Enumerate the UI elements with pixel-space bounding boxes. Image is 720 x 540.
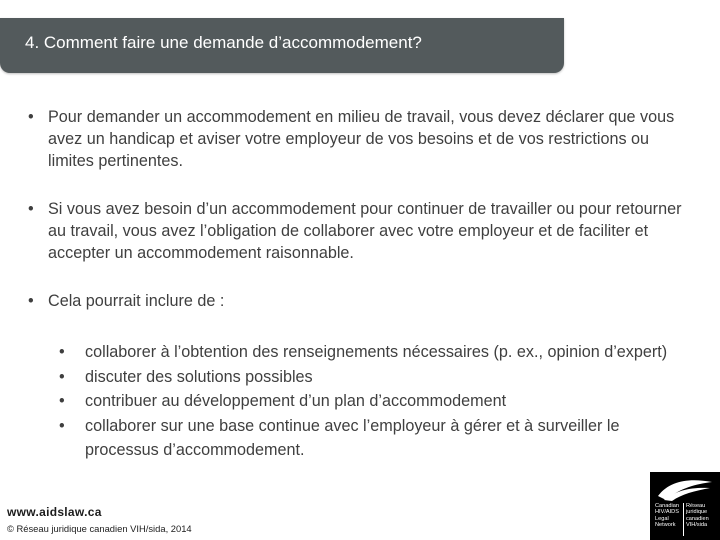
organization-logo	[650, 472, 720, 540]
bullet-text: Cela pourrait inclure de :	[48, 292, 225, 310]
logo-divider	[683, 503, 684, 536]
bullet-glyph: •	[59, 343, 65, 361]
bullet-item	[28, 106, 698, 172]
slide-title: 4. Comment faire une demande d’accommodement?	[25, 33, 422, 52]
bullet-item	[28, 290, 698, 312]
logo-line: VIH/sida	[686, 522, 708, 529]
logo-line: canadien	[686, 515, 709, 522]
sub-bullet-text: collaborer à l’obtention des renseignements nécessaires (p. ex., opinion d’expert)	[85, 343, 668, 361]
logo-line: HIV/AIDS	[655, 509, 679, 516]
sub-bullet-item	[59, 365, 679, 390]
bullet-glyph: •	[28, 200, 34, 218]
logo-line: juridique	[686, 509, 708, 516]
bullet-glyph: •	[28, 108, 34, 126]
logo-line: Network	[655, 522, 676, 529]
sub-bullet-list	[59, 340, 679, 463]
sub-bullet-text: collaborer sur une base continue avec l’employeur à gérer et à surveiller le processus d’accommodement.	[85, 416, 620, 459]
bullet-item	[28, 198, 698, 264]
footer-website-link[interactable]: www.aidslaw.ca	[7, 505, 102, 519]
logo-line: Legal	[655, 515, 669, 522]
sub-bullet-text: contribuer au développement d’un plan d’accommodement	[85, 392, 507, 410]
sub-bullet-item	[59, 414, 679, 463]
bullet-glyph: •	[59, 367, 65, 386]
ribbon-swoosh-icon	[656, 476, 714, 502]
bullet-text: Si vous avez besoin d’un accommodement pour continuer de travailler ou pour retourner au travail, vous avez l’obligation de collaborer avec votre employeur et de faciliter et accepter un accommodement raisonnable.	[48, 200, 682, 262]
sub-bullet-text: discuter des solutions possibles	[85, 367, 313, 386]
title-bar	[0, 18, 564, 73]
logo-text-french	[686, 503, 709, 529]
bullet-glyph: •	[28, 292, 34, 310]
logo-line: Réseau	[686, 503, 706, 509]
sub-bullet-item	[59, 389, 679, 414]
logo-text-english	[655, 503, 679, 529]
bullet-text: Pour demander un accommodement en milieu de travail, vous devez déclarer que vous avez un handicap et aviser votre employeur de vos besoins et de vos restrictions ou limites pertinentes.	[48, 108, 675, 170]
bullet-list	[28, 106, 698, 463]
bullet-glyph: •	[59, 392, 65, 410]
logo-line: Canadian	[655, 503, 679, 509]
bullet-glyph: •	[59, 416, 65, 435]
sub-bullet-item	[59, 340, 679, 365]
footer-copyright: © Réseau juridique canadien VIH/sida, 2014	[7, 523, 192, 534]
